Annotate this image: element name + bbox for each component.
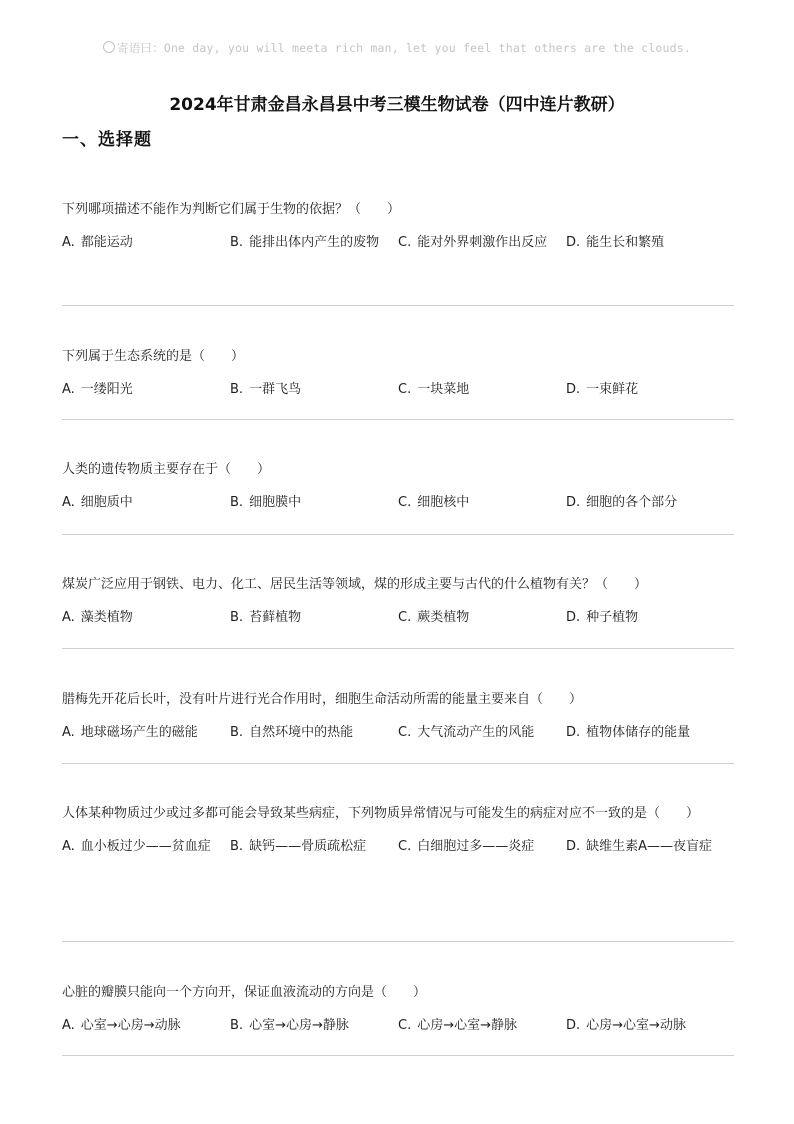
option-text: 心室→心房→静脉 [249, 1018, 349, 1033]
option-c[interactable] [398, 487, 566, 518]
option-key: D. [566, 725, 581, 740]
option-key: B. [230, 235, 244, 250]
option-text: 自然环境中的热能 [249, 725, 354, 740]
question-4 [62, 570, 734, 633]
option-key: C. [398, 495, 412, 510]
question-stem: 煤炭广泛应用于钢铁、电力、化工、居民生活等领域，煤的形成主要与古代的什么植物有关？（ ） [62, 577, 648, 592]
option-key: D. [566, 1018, 581, 1033]
section-title: 一、选择题 [62, 130, 152, 150]
option-d[interactable] [566, 374, 734, 405]
option-d[interactable] [566, 487, 734, 518]
option-text: 细胞核中 [417, 495, 470, 510]
option-c[interactable] [398, 227, 566, 258]
question-2 [62, 342, 734, 405]
option-text: 白细胞过多——炎症 [417, 839, 535, 854]
option-d[interactable] [566, 1010, 734, 1041]
divider [62, 941, 734, 942]
options-row [62, 831, 734, 862]
option-text: 细胞的各个部分 [586, 495, 678, 510]
question-5 [62, 685, 734, 748]
question-stem: 下列属于生态系统的是（ ） [62, 349, 245, 364]
option-key: A. [62, 839, 75, 854]
option-text: 大气流动产生的风能 [417, 725, 535, 740]
option-key: D. [566, 235, 581, 250]
option-key: C. [398, 235, 412, 250]
option-text: 缺维生素A——夜盲症 [586, 839, 713, 854]
option-key: C. [398, 382, 412, 397]
option-c[interactable] [398, 717, 566, 748]
watermark-label: 寄语曰：One day, you will meeta rich man, let you feel that others are the clouds. [117, 41, 691, 55]
options-row [62, 1010, 734, 1041]
option-text: 心室→心房→动脉 [80, 1018, 181, 1033]
option-key: B. [230, 382, 244, 397]
watermark-text [0, 40, 794, 56]
option-b[interactable] [230, 487, 398, 518]
option-c[interactable] [398, 374, 566, 405]
divider [62, 419, 734, 420]
question-3 [62, 455, 734, 518]
options-row [62, 602, 734, 633]
option-a[interactable] [62, 602, 230, 633]
option-text: 一群飞鸟 [249, 382, 302, 397]
option-key: D. [566, 839, 581, 854]
option-key: C. [398, 1018, 412, 1033]
divider [62, 534, 734, 535]
option-key: A. [62, 1018, 75, 1033]
option-text: 苔藓植物 [249, 610, 302, 625]
option-key: D. [566, 382, 581, 397]
page-title: 2024年甘肃金昌永昌县中考三模生物试卷（四中连片教研） [169, 95, 625, 115]
option-d[interactable] [566, 602, 734, 633]
option-text: 一缕阳光 [80, 382, 133, 397]
option-text: 心房→心室→动脉 [586, 1018, 686, 1033]
option-d[interactable] [566, 227, 734, 258]
option-text: 都能运动 [80, 235, 133, 250]
option-a[interactable] [62, 487, 230, 518]
option-b[interactable] [230, 227, 398, 258]
option-text: 一块菜地 [417, 382, 470, 397]
divider [62, 305, 734, 306]
option-key: B. [230, 839, 244, 854]
option-b[interactable] [230, 831, 398, 862]
option-key: A. [62, 495, 75, 510]
option-b[interactable] [230, 1010, 398, 1041]
options-row [62, 227, 734, 258]
smile-icon [103, 41, 115, 53]
option-key: B. [230, 725, 244, 740]
option-d[interactable] [566, 717, 734, 748]
option-key: A. [62, 235, 75, 250]
option-a[interactable] [62, 227, 230, 258]
question-stem: 心脏的瓣膜只能向一个方向开，保证血液流动的方向是（ ） [62, 985, 427, 1000]
option-text: 能排出体内产生的废物 [249, 235, 380, 250]
option-key: B. [230, 495, 244, 510]
option-key: B. [230, 610, 244, 625]
option-text: 能对外界刺激作出反应 [417, 235, 548, 250]
option-key: D. [566, 495, 581, 510]
option-b[interactable] [230, 717, 398, 748]
option-key: B. [230, 1018, 244, 1033]
question-1 [62, 195, 734, 258]
options-row [62, 487, 734, 518]
question-stem: 下列哪项描述不能作为判断它们属于生物的依据？（ ） [62, 202, 401, 217]
option-text: 植物体储存的能量 [586, 725, 691, 740]
option-a[interactable] [62, 1010, 230, 1041]
option-text: 心房→心室→静脉 [417, 1018, 518, 1033]
option-c[interactable] [398, 602, 566, 633]
option-text: 能生长和繁殖 [586, 235, 665, 250]
option-b[interactable] [230, 602, 398, 633]
option-text: 种子植物 [586, 610, 639, 625]
question-6 [62, 799, 734, 862]
option-key: C. [398, 610, 412, 625]
option-key: D. [566, 610, 581, 625]
divider [62, 648, 734, 649]
option-key: C. [398, 725, 412, 740]
option-key: A. [62, 725, 75, 740]
option-text: 血小板过少——贫血症 [80, 839, 211, 854]
option-key: C. [398, 839, 412, 854]
option-a[interactable] [62, 831, 230, 862]
option-c[interactable] [398, 831, 566, 862]
question-stem: 人体某种物质过少或过多都可能会导致某些病症，下列物质异常情况与可能发生的病症对应不一致的是（ ） [62, 806, 700, 821]
option-b[interactable] [230, 374, 398, 405]
option-text: 蕨类植物 [417, 610, 470, 625]
option-text: 一束鲜花 [586, 382, 639, 397]
option-text: 藻类植物 [80, 610, 133, 625]
options-row [62, 374, 734, 405]
option-text: 地球磁场产生的磁能 [80, 725, 198, 740]
option-text: 细胞质中 [80, 495, 133, 510]
option-c[interactable] [398, 1010, 566, 1041]
option-key: A. [62, 610, 75, 625]
option-key: A. [62, 382, 75, 397]
option-d[interactable] [566, 831, 734, 862]
option-text: 细胞膜中 [249, 495, 302, 510]
option-text: 缺钙——骨质疏松症 [249, 839, 367, 854]
question-stem: 人类的遗传物质主要存在于（ ） [62, 462, 271, 477]
options-row [62, 717, 734, 748]
question-stem: 腊梅先开花后长叶，没有叶片进行光合作用时，细胞生命活动所需的能量主要来自（ ） [62, 692, 583, 707]
option-a[interactable] [62, 374, 230, 405]
divider [62, 1055, 734, 1056]
option-a[interactable] [62, 717, 230, 748]
divider [62, 763, 734, 764]
question-7 [62, 978, 734, 1041]
